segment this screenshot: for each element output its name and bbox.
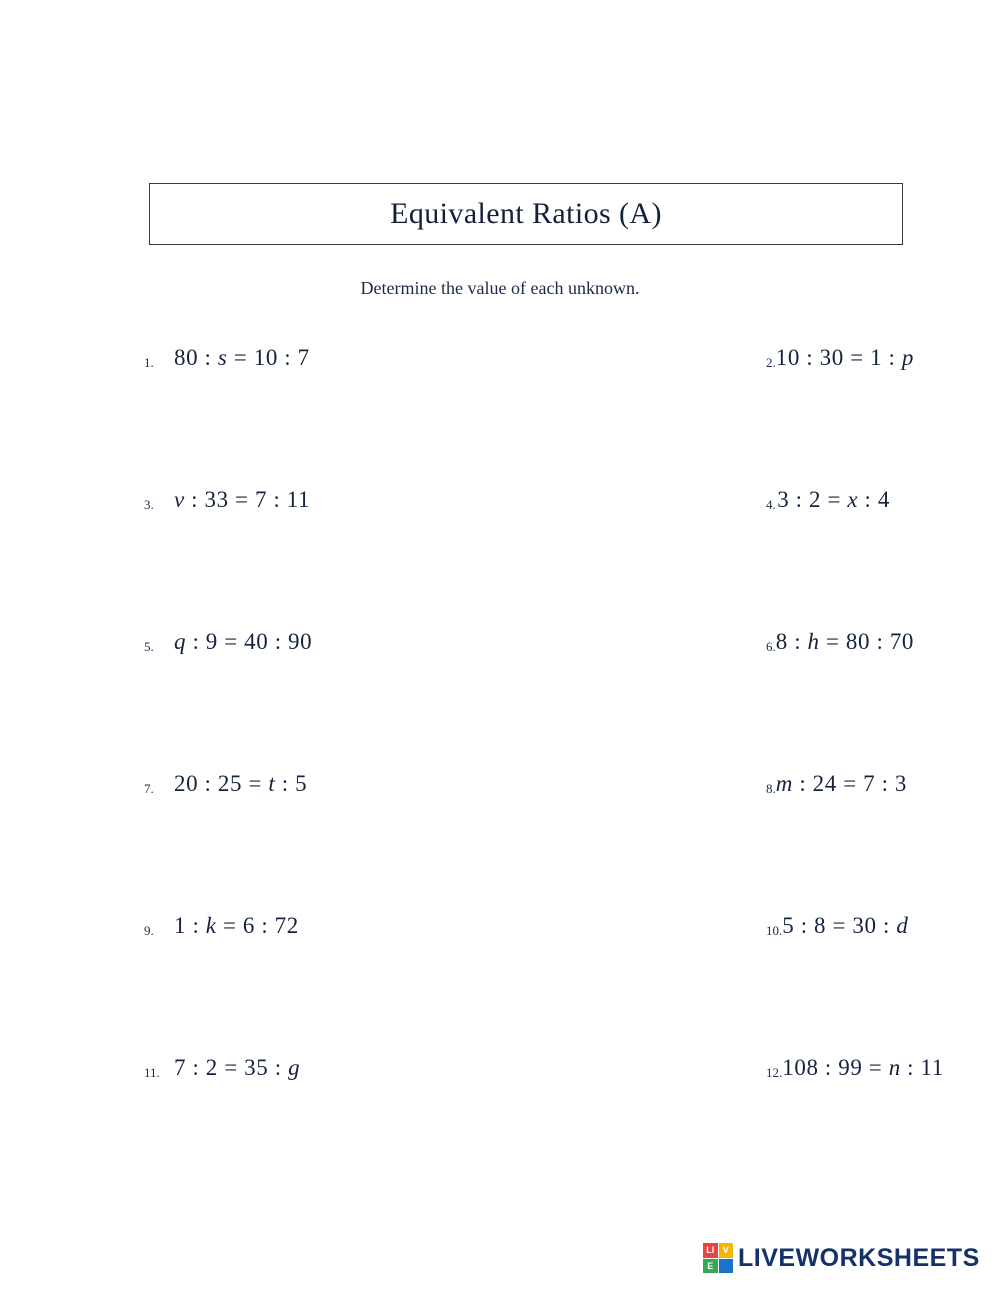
problem-expression: q : 9 = 40 : 90 [174,629,313,654]
problem-item-6 [510,629,915,771]
problem-item-2 [510,345,915,487]
problem-expression: 8 : h = 80 : 70 [775,629,915,654]
logo-square-v: V [719,1243,734,1258]
problem-expression: v : 33 = 7 : 11 [174,487,311,512]
problem-number: 3. [144,497,154,512]
liveworksheets-logo-icon [703,1243,733,1273]
problem-row [130,1055,944,1197]
instructions-text: Determine the value of each unknown. [360,278,640,298]
problem-number: 12. [766,1065,783,1080]
problem-item-1 [130,345,510,487]
problem-item-3 [130,487,510,629]
problem-number: 5. [144,639,154,654]
problem-list [130,345,944,1197]
problem-expression: m : 24 = 7 : 3 [775,771,908,796]
problem-item-4 [510,487,890,629]
problem-number: 11. [144,1065,160,1080]
problem-expression: 5 : 8 = 30 : d [782,913,909,938]
problem-expression: 1 : k = 6 : 72 [174,913,299,938]
problem-item-9 [130,913,510,1055]
problem-expression: 80 : s = 10 : 7 [174,345,310,370]
problem-row [130,771,908,913]
problem-expression: 3 : 2 = x : 4 [777,487,890,512]
problem-item-7 [130,771,510,913]
problem-number: 2. [766,355,776,370]
problem-expression: 10 : 30 = 1 : p [775,345,915,370]
problem-number: 6. [766,639,776,654]
logo-square-blank [719,1259,734,1274]
page-title: Equivalent Ratios (A) [390,197,662,230]
problem-number: 8. [766,781,776,796]
worksheet-title-box [149,183,903,245]
problem-number: 4. [766,497,776,512]
problem-expression: 108 : 99 = n : 11 [782,1055,944,1080]
problem-row [130,629,915,771]
problem-expression: 20 : 25 = t : 5 [174,771,308,796]
problem-row [130,913,909,1055]
problem-expression: 7 : 2 = 35 : g [174,1055,301,1080]
problem-number: 1. [144,355,154,370]
problem-row [130,345,915,487]
problem-number: 9. [144,923,154,938]
logo-square-e: E [703,1259,718,1274]
problem-item-12 [510,1055,944,1197]
problem-item-11 [130,1055,510,1197]
problem-item-5 [130,629,510,771]
liveworksheets-logo[interactable] [703,1241,980,1275]
problem-item-10 [510,913,909,1055]
brand-name: LIVEWORKSHEETS [738,1243,980,1272]
problem-number: 7. [144,781,154,796]
problem-number: 10. [766,923,783,938]
problem-item-8 [510,771,908,913]
logo-square-li: LI [703,1243,718,1258]
problem-row [130,487,890,629]
